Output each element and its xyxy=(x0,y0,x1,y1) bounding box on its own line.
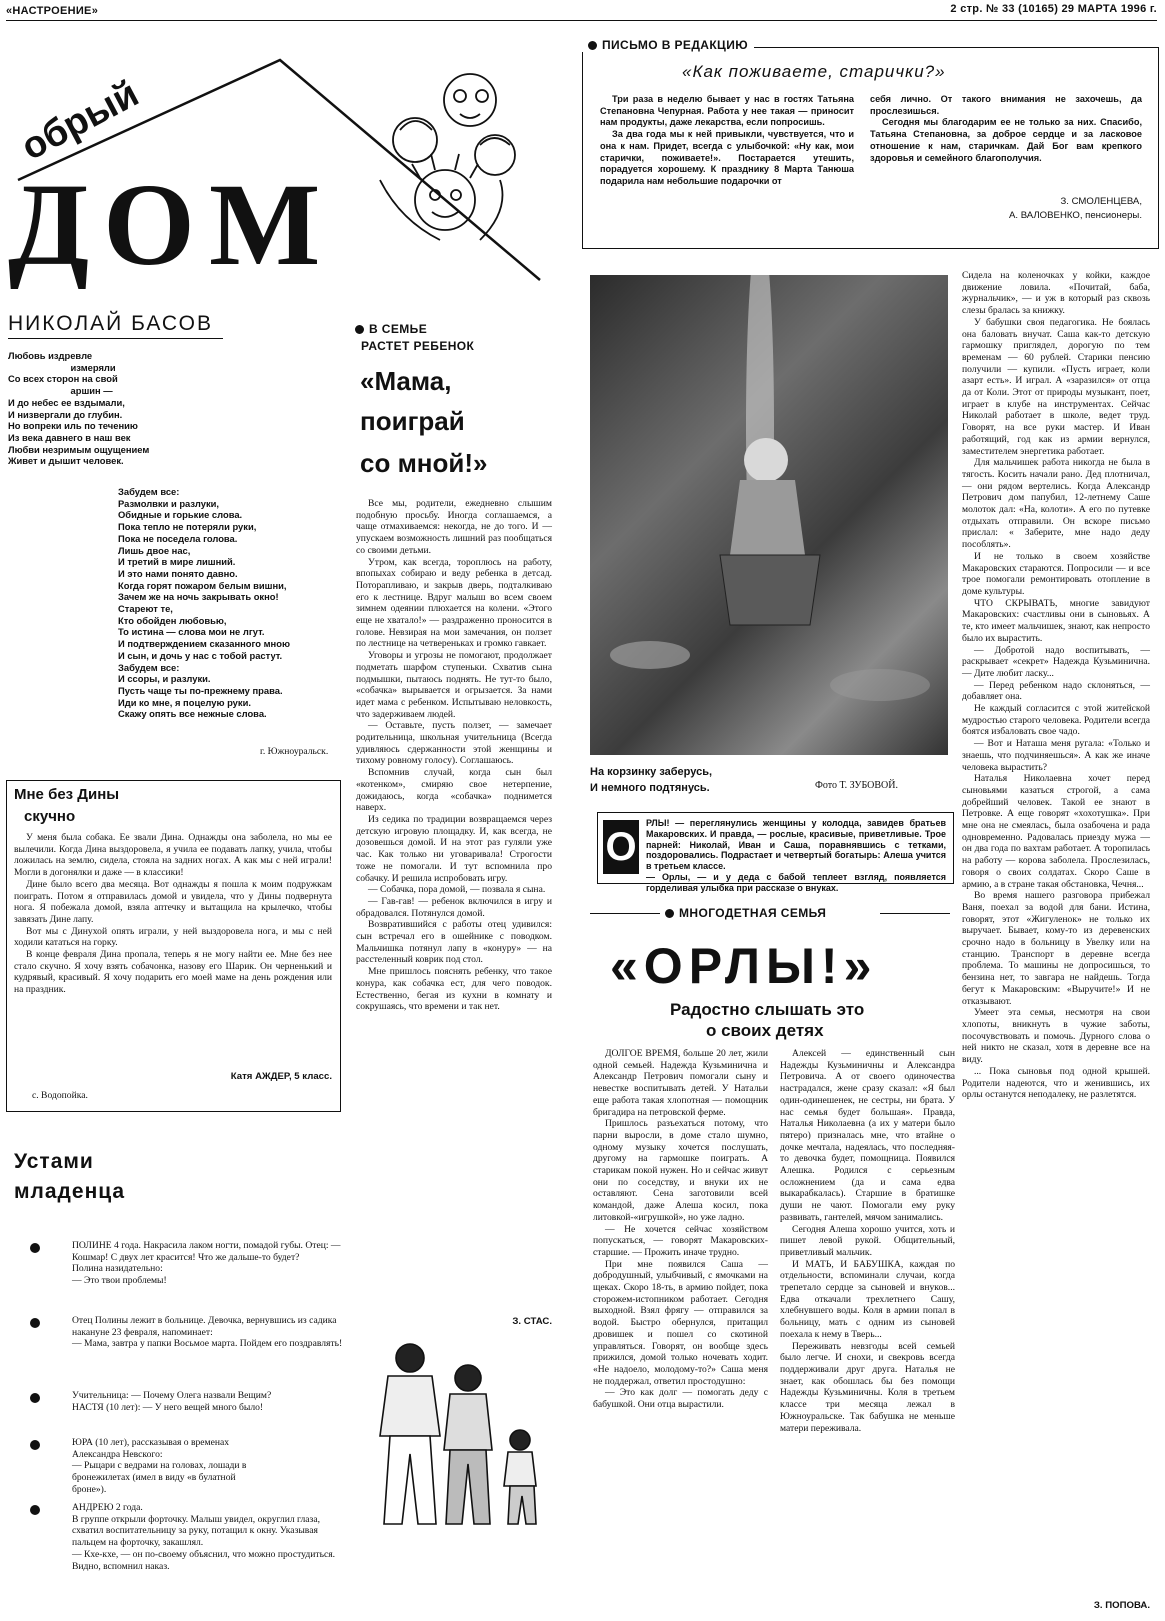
orly-paragraph: ЧТО СКРЫВАТЬ, многие завидуют Макаровских: счастливы они в сыновьях. А те, кто имеет мальчишек, знают, как непросто было их вырастить. xyxy=(962,597,1150,644)
orly-paragraph: ДОЛГОЕ ВРЕМЯ, больше 20 лет, жили одной семьей. Надежда Кузьминична и Александр Петрович помогали сыну и невестке воспитывать детей. У Натальи еще работа такая хлопотная — помощник бригадира на петровской ферме. xyxy=(593,1048,768,1118)
orly-paragraph: Пришлось разъехаться потому, что парни выросли, в доме стало шумно, одному музыку хочется послушать, другому на гармошке поиграть. А старикам покой нужен. Но и сейчас живут они по соседству, и внуки их не оставляют. Сена заготовили всей командой, даже Алеша косил, пока литовкой-«игрушкой», но уже ладно. xyxy=(593,1118,768,1223)
dina-paragraph: Вот мы с Динухой опять играли, у ней выздоровела нога, и мы с ней ходили кататься на горку. xyxy=(14,925,332,949)
orly-drop-cap: О xyxy=(603,820,639,874)
letter-rubric-text: ПИСЬМО В РЕДАКЦИЮ xyxy=(602,38,749,52)
orly-paragraph: Сегодня Алеша хорошо учится, хоть и пишет левой рукой. Общительный, приветливый мальчик. xyxy=(780,1223,955,1258)
mama-paragraph: Мне пришлось пояснять ребенку, что такое конура, как собачка ест, для чего поводок. Естественно, бегая из кухни в комнату и сокрушаясь, что времени и так нет. xyxy=(356,966,552,1013)
orly-col-2 xyxy=(780,1048,955,1434)
babes-bullet xyxy=(30,1393,40,1403)
orly-paragraph: Умеет эта семья, несмотря на свои хлопоты, вникнуть в чужие заботы, посочувствовать и помочь. Дурного слова о ней никто не сказал, хотя в деревне все на виду. xyxy=(962,1007,1150,1066)
orly-rubric-text: МНОГОДЕТНАЯ СЕМЬЯ xyxy=(679,906,827,920)
photo-credit: Фото Т. ЗУБОВОЙ. xyxy=(815,780,898,791)
child-photo xyxy=(590,275,948,755)
dina-paragraph: Дине было всего два месяца. Вот однажды я пошла к моим подружкам поиграть. Потом я отправилась домой и увидела, что у Дины подвернута нога. Я побежала домой, взяла аптечку и вытащила на крылечко, чтобы завязать Дине лапу. xyxy=(14,878,332,925)
orly-author: З. ПОПОВА. xyxy=(1093,1600,1150,1611)
babes-bullet xyxy=(30,1243,40,1253)
orly-paragraph: Сидела на коленочках у койки, каждое движение ловила. «Почитай, баба, журнальчик», — и уж в который раз сквозь слезы бралась за книжку. xyxy=(962,270,1150,317)
orly-col-1 xyxy=(593,1048,768,1411)
letter-sign-2: А. ВАЛОВЕНКО, пенсионеры. xyxy=(1008,210,1142,221)
mama-text xyxy=(356,498,552,1013)
family-walking-drawing xyxy=(350,1340,565,1530)
orly-paragraph: ... Пока сыновья под одной крышей. Родители надеются, что и женившись, их орлы останутся неподалеку, не разлетятся. xyxy=(962,1065,1150,1101)
rubric-dot-icon xyxy=(588,41,597,50)
rubric-dot-icon xyxy=(665,909,674,918)
orly-paragraph: Во время нашего разговора прибежал Ваня, поехал за водой для бани. Истина, говорят, этот «Жигуленок» не только их выручает. Бывает, кому-то из деревенских срочно надо в больницу в Увелку или на станцию. Транспорт в деревне всегда проблема. То машины не допросишься, то бензина нет, то завгара не найдешь. Тогда бегут к Макаровским: «Выручите!» И не отказывают. xyxy=(962,890,1150,1007)
poem-author-rule xyxy=(8,338,223,339)
mama-paragraph: Из седика по традиции возвращаемся через детскую игровую площадку. И, как всегда, не дозовешься домой. И на этот раз гуляли уже час. Как только ни уговаривала! Строгости тоже не помогали. И тут вспомнила про собачку. И решила испробовать игру. xyxy=(356,813,552,884)
mama-paragraph: Все мы, родители, ежедневно слышим подобную просьбу. Иногда соглашаемся, а чаще отмахиваемся: некогда, не до того. И — упускаем возможность лишний раз пообщаться со своими детьми. xyxy=(356,498,552,556)
photo-caption-1: На корзинку заберусь, xyxy=(590,766,713,778)
babes-item: АНДРЕЮ 2 года. В группе открыли форточку. Малыш увидел, округлил глаза, схватил воспитательницу за руку, потащил к окну. Указывая пальцем на форточку, закашлял. — Кхе-кхе, — он по-своему объяснил, что можно простудиться. Видно, вспомнил наказ. xyxy=(72,1502,336,1572)
orly-paragraph: — Добротой надо воспитывать, — раскрывает «секрет» Надежда Кузьминична. — Дите любит ласку... xyxy=(962,644,1150,679)
orly-paragraph: У бабушки своя педагогика. Не боялась она баловать внучат. Саша как-то детскую гармошку приглядел, дорогую по тем временам — 60 рублей. Старики пенсию получили — купили. «Пусть играет, коли азарт есть». И играл. А «заразился» от отца да от Коли. Этот от природы музыкант, поет, играет в клубе на инструментах. Сейчас Николай работает в школе, ведет труд. Говорят, на все руки мастер. И Иван работящий, год как из армии вернулся, заместителем энергетика работает. xyxy=(962,316,1150,457)
orly-paragraph: — Не хочется сейчас хозяйством попускаться, — говорят Макаровских-старшие. — Прожить иначе трудно. xyxy=(593,1223,768,1258)
orly-title: «ОРЛЫ!» xyxy=(610,938,878,994)
poem-author: НИКОЛАЙ БАСОВ xyxy=(8,312,213,335)
dina-paragraph: В конце февраля Дина пропала, теперь я не могу найти ее. Мне без нее стало скучно. Я хочу взять собачонка, назову его Шарик. Он черненький и кудрявый, красивый. Я хочу подарить его моей маме на день рождения или на праздник. xyxy=(14,949,332,996)
letter-col-2 xyxy=(870,94,1142,164)
mama-author: З. СТАС. xyxy=(512,1316,552,1327)
orly-paragraph: Алексей — единственный сын Надежды Кузьминичны и Александра Петровича. А от своего одиночества настрадался, жене сразу сказал: «Я был один-одинешенек, не сестры, ни брата. У нас семья будет большая». Правда, Наталья Николаевна (а их у матери было пятеро) призналась мне, что втайне о дочке мечтала, надеялась, что последняя-то девочка будет, помощница. Появился Алешка. Родился с серьезным осложнением (да и сама едва выкарабкалась). Старшие в братишке души не чают. Помогали ему руку развивать, гантелей, мячом занимались. xyxy=(780,1048,955,1223)
babes-bullet xyxy=(30,1440,40,1450)
letter-paragraph: себя лично. От такого внимания не захочешь, да прослезишься. xyxy=(870,94,1142,116)
orly-paragraph: И МАТЬ, И БАБУШКА, каждая по отдельности, вспоминали случаи, когда трепетало сердце за сыновей и внуков... Едва откачали трехлетнего Сашу, хлебнувшего воды. Коля в армии попал в больницу, мать с одним из сыновей поехала к нему в Тверь... xyxy=(780,1258,955,1340)
rubric-dot-icon xyxy=(355,325,364,334)
mama-paragraph: — Собачка, пора домой, — позвала я сына. xyxy=(368,884,546,896)
mama-paragraph: — Гав-гав! — ребенок включился в игру и обрадовался. Потянулся домой. xyxy=(356,895,552,919)
dina-title-2: скучно xyxy=(24,808,76,825)
letter-paragraph: За два года мы к ней привыкли, чувствуется, что и она к нам. Придет, всегда с улыбочкой: «Ну как, мои старички, поживаете!». Постарается утешить, порадуется хорошему. К празднику 8 Марта Танюша подарила нам небольшие подарочки от xyxy=(600,129,854,186)
dina-place: с. Водопойка. xyxy=(32,1090,88,1101)
babes-item: Отец Полины лежит в больнице. Девочка, вернувшись из садика накануне 23 февраля, напоминает: — Мама, завтра у папки Восьмое марта. Пойдем его поздравлять! xyxy=(72,1315,343,1350)
babes-title-2: младенца xyxy=(14,1180,126,1203)
poem-place: г. Южноуральск. xyxy=(260,746,329,757)
dina-text xyxy=(14,832,332,996)
masthead-word-dom: ДОМ xyxy=(8,159,335,290)
poem-stanza-2: Забудем все: Размолвки и разлуки, Обидные и горькие слова. Пока тепло не потеряли руки, Пока не поседела голова. Лишь двое нас, И третий в мире лишний. И это нами понято давно. Когда горят пожаром белым вишни, Зачем же на ночь закрывать окно! Стареют те, Кто обойден любовью, То истина — слова мои не лгут. И подтверждением сказанного мною И сын, и дочь у нас с тобой растут. Забудем все: И ссоры, и разлуки. Пусть чаще ты по-прежнему права. Иди ко мне, я поцелую руки. Скажу опять все нежные слова. xyxy=(118,486,290,720)
mama-paragraph: — Оставьте, пусть ползет, — замечает родительница, школьная учительница (Всегда удивляюсь сдержанности этой женщины и тихому ровному голосу). Соглашаюсь. xyxy=(356,720,552,767)
orly-paragraph: — Вот и Наташа меня ругала: «Только и знаешь, что подчиняешься». А как же иначе человека вырастить? xyxy=(962,738,1150,773)
dina-paragraph: У меня была собака. Ее звали Дина. Однажды она заболела, но мы ее вылечили. Когда Дина выздоровела, я учила ее подавать лапку, учила, чтобы ложилась на землю, сидела, стояла на задних ногах. А как мы с ней играли! Могли в догонялки и даже — в классики! xyxy=(14,832,332,879)
header-rule xyxy=(6,20,1157,21)
mama-rubric-text: В СЕМЬЕ xyxy=(369,322,428,336)
masthead-word-dobryi: обрый xyxy=(14,72,146,169)
section-name: «НАСТРОЕНИЕ» xyxy=(6,5,99,17)
babes-bullet xyxy=(30,1318,40,1328)
babes-item: Учительница: — Почему Олега назвали Вещим? НАСТЯ (10 лет): — У него вещей много было! xyxy=(72,1390,272,1413)
letter-col-1 xyxy=(600,94,854,188)
mama-paragraph: Возвратившийся с работы отец удивился: сын встречал его в ошейнике с поводком. Мальчишка потянул лапу в «конуру» — на расстеленный коврик под стол. xyxy=(356,919,552,966)
babes-item: ЮРА (10 лет), рассказывая о временах Александра Невского: — Рыцари с ведрами на головах, лошади в бронежилетах (имел в виду «в булатной броне»). xyxy=(72,1437,247,1495)
babes-bullet xyxy=(30,1505,40,1515)
letter-paragraph: Сегодня мы благодарим ее не только за них. Спасибо, Татьяна Степановна, за доброе сердце и за ласковое отношение к нам, старичкам. Дай Бог вам крепкого здоровья и семейного благополучия. xyxy=(870,117,1142,163)
family-drawing xyxy=(360,60,535,255)
mama-paragraph: Вспомнив случай, когда сын был «котенком», смиряю свое нетерпение, дожидаюсь, когда «собачка» поднимется наверх. xyxy=(356,767,552,814)
babes-title-1: Устами xyxy=(14,1150,94,1173)
orly-rubric-rule xyxy=(590,913,660,914)
orly-paragraph: При мне появился Саша — добродушный, улыбчивый, с ямочками на щеках. Скоро 18-ть, в армию пойдет, пока сторожем-истопником работает. Сегодня выходной. Взял фрягу — отправился за водой. Быстро обернулся, притащил дровишек и пошел со скотиной управляться. Говорят, он вообще здесь прижился, домой только ночевать ходит. «Не надоело, молодому-то?» Саша меня не поддержал, ответил простодушно: xyxy=(593,1258,768,1387)
photo-caption-2: И немного подтянусь. xyxy=(590,782,710,794)
mama-paragraph: Уговоры и угрозы не помогают, продолжает подметать шарфом ступеньки. Схватив сына подмышки, пытаюсь поднять. Не тут-то было, «собачка» вырывается и огрызается. За нами идет мама с ребенком. Испытываю неловкость, что задерживаем людей. xyxy=(356,650,552,720)
mama-title-1: «Мама, xyxy=(360,366,452,396)
mama-paragraph: Утром, как всегда, тороплюсь на работу, впопыхах собираю и веду ребенка в детсад. Поторапливаю, и закрыв дверь, подталкиваю его к лестнице. Вдруг малыш во всем своем зимнем одеянии плюхается на колени. «Этого еще не хватало!» — раздраженно проносится в голове. Невзирая на мои замечания, он ползет по лестнице на четвереньках и громко гавкает. xyxy=(356,556,552,650)
orly-rubric-rule xyxy=(880,913,950,914)
orly-rubric xyxy=(665,906,826,920)
babes-item: ПОЛИНЕ 4 года. Накрасила лаком ногти, помадой губы. Отец: — Кошмар! С двух лет красится! Что же дальше-то будет? Полина назидательно: — Это твои проблемы! xyxy=(72,1240,341,1287)
letter-rubric xyxy=(582,38,754,52)
letter-title: «Как поживаете, старички?» xyxy=(682,62,946,81)
orly-paragraph: Не каждый согласится с этой житейской мудростью старого человека. Родители всегда боятся избаловать свое чадо. xyxy=(962,703,1150,738)
orly-subtitle-1: Радостно слышать это xyxy=(670,1000,865,1019)
orly-paragraph: Переживать невзгоды всей семьей было легче. И снохи, и свекровь всегда поддерживали друг друга. Наталья не знает, как обошлась бы без помощи Надежды Кузьминичны. Коля в третьем классе три месяца лежал в Южноуральске. Так бабушка не меньше матери переживала. xyxy=(780,1340,955,1434)
photo-silhouette xyxy=(590,275,948,755)
mama-rubric-2: РАСТЕТ РЕБЕНОК xyxy=(361,339,475,353)
orly-col-3 xyxy=(962,270,1150,1101)
orly-paragraph: И не только в своем хозяйстве Макаровских стараются. Попросили — и все трое помогали ремонтировать отопление в доме культуры. xyxy=(962,550,1150,597)
orly-paragraph: Для мальчишек работа никогда не была в тягость. Косить начали рано. Дед плотничал, — они рядом вертелись. Когда Александр Петрович дом папубил, 12-летнему Саше молоток дал: «На, колоти». А его по путевке отдыхать отправили. Он вскоре письмо прислал: « Заберите, мне надо деду пособлять». xyxy=(962,457,1150,551)
mama-title-2: поиграй xyxy=(360,406,465,436)
orly-paragraph: Наталья Николаевна хочет перед сыновьями казаться строгой, а сама добрейший человек. Такой ее знают в Петровке. А еще говорят «хохотушка». При мне она не смеялась, была озабочена и рада одновременно. Радовалась приезду мужа — он два года по вахтам работает. А торопилась на работу — корова заболела. Прослезилась, говоря о своих солдатах. Скоро Саше в армию, а в стране такая обстановка, Чечня... xyxy=(962,773,1150,890)
dina-author: Катя АЖДЕР, 5 класс. xyxy=(230,1071,332,1082)
dina-title-1: Мне без Дины xyxy=(14,786,125,803)
orly-subtitle-2: о своих детях xyxy=(706,1021,824,1040)
mama-rubric-1 xyxy=(355,322,427,336)
orly-paragraph: — Это как долг — помогать деду с бабушкой. Они отца вырастили. xyxy=(593,1387,768,1411)
letter-sign-1: З. СМОЛЕНЦЕВА, xyxy=(1060,196,1142,207)
letter-paragraph: Три раза в неделю бывает у нас в гостях Татьяна Степановна Чепурная. Работа у нее такая — приносит нам продукты, даже лекарства, если попросишь. xyxy=(600,94,854,128)
mama-title-3: со мной!» xyxy=(360,448,488,478)
poem-stanza-1: Любовь издревле измеряли Со всех сторон на свой аршин — И до небес ее вздымали, И низвергали до глубин. Но вопреки иль по течению Из века давнего в наш век Любви незримым ощущением Живет и дышит человек. xyxy=(8,350,150,467)
issue-info: 2 стр. № 33 (10165) 29 МАРТА 1996 г. xyxy=(950,3,1157,15)
orly-paragraph: — Перед ребенком надо склоняться, — добавляет она. xyxy=(962,679,1150,703)
orly-lead: РЛЫ! — переглянулись женщины у колодца, завидев братьев Макаровских. И правда, — рослые, красивые, приветливые. Трое парней: Николай, Иван и Саша, поравнявшись с тетками, поздоровались. Подрастает и четвертый богатырь: Алеша учится в третьем классе. — Орлы, — и у деда с бабой теплеет взгляд, появляется горделивая улыбка при рассказе о внуках. xyxy=(646,818,946,893)
